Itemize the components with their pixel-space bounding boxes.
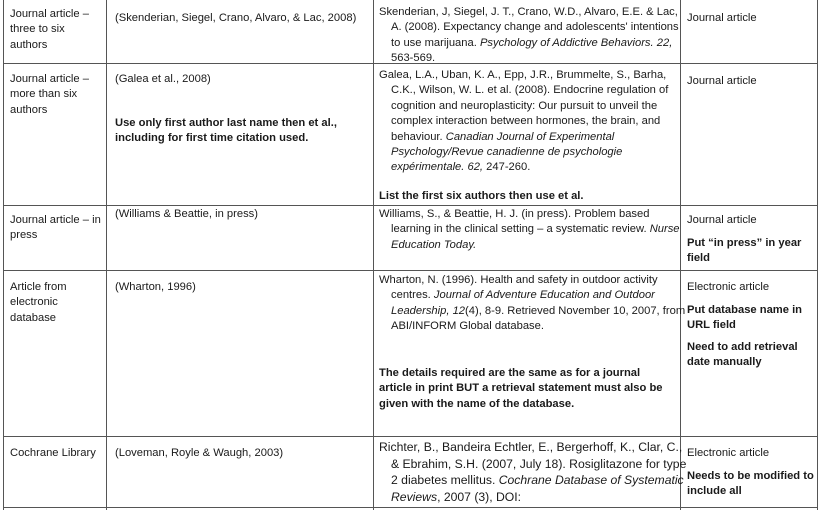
in-text-citation: (Loveman, Royle & Waugh, 2003)	[115, 447, 284, 459]
journal-title: Psychology of Addictive Behaviors. 22,	[479, 36, 673, 49]
endnote-type: Journal article	[687, 12, 757, 24]
reference-type: Article from electronic database	[10, 281, 67, 324]
reference-pages: (4), 8-9. Retrieved November 10, 2007, from ABI/INFORM Global database.	[391, 304, 686, 333]
reference-text: Skenderian, J, Siegel, J. T., Crano, W.D., Alvaro, E.E. & Lac, A. (2008). Expectancy change and adolescents' intentions to use marijuana.	[379, 6, 679, 49]
reference-type: Journal article – three to six authors	[10, 8, 89, 51]
endnote-note: Put database name in URL field	[687, 304, 803, 332]
table-row	[0, 63, 820, 205]
reference-text: Williams, S., & Beattie, H. J. (in press). Problem based learning in the clinical setting – a systematic review.	[379, 208, 650, 236]
reference-pages: 563-569.	[391, 52, 436, 65]
journal-title: Journal of Adventure Education and Outdoor Leadership, 12	[391, 289, 655, 317]
reference-type: Journal article – more than six authors	[10, 73, 89, 116]
endnote-note: Need to add retrieval date manually	[687, 341, 798, 369]
table-row	[0, 0, 820, 63]
reference-entry	[379, 207, 687, 253]
reference-pages: 247-260.	[483, 161, 531, 174]
in-text-citation: (Williams & Beattie, in press)	[115, 208, 258, 220]
reference-type: Cochrane Library	[10, 447, 96, 459]
endnote-type: Journal article	[687, 75, 757, 87]
reference-entry	[379, 439, 687, 505]
table-row	[0, 270, 820, 436]
reference-entry	[379, 5, 687, 67]
journal-title: Cochrane Database of Systematic Reviews	[391, 473, 684, 504]
journal-title: Nurse Education Today.	[391, 223, 680, 251]
reference-entry	[379, 68, 687, 176]
reference-type: Journal article – in press	[10, 214, 101, 242]
reference-text: Galea, L.A., Uban, K. A., Epp, J.R., Brummelte, S., Barha, C.K., Wilson, W. L. et al. (2008). Endocrine regulation of cognition and neuroplasticity: Our pursuit to unveil the complex interaction between hormones, the brain, and behaviour.	[379, 69, 669, 143]
in-text-citation: (Wharton, 1996)	[115, 281, 196, 293]
endnote-type: Electronic article	[687, 447, 770, 459]
in-text-citation: (Skenderian, Siegel, Crano, Alvaro, & Lac, 2008)	[115, 12, 357, 24]
reference-note: The details required are the same as for a journal article in print BUT a retrieval statement must also be given with the name of the database.	[379, 367, 663, 410]
journal-title: Canadian Journal of Experimental Psychology/Revue canadienne de psychologie expérimentale. 62,	[391, 130, 623, 174]
endnote-note: Needs to be modified to include all	[687, 470, 814, 498]
endnote-note: Put “in press” in year field	[687, 237, 802, 265]
table-row	[0, 436, 820, 510]
reference-text: Richter, B., Bandeira Echtler, E., Bergerhoff, K., Clar, C., & Ebrahim, S.H. (2007, July 18). Rosiglitazone for type 2 diabetes mellitus.	[379, 440, 687, 487]
endnote-type: Electronic article	[687, 281, 770, 293]
table-row	[0, 205, 820, 270]
reference-entry	[379, 273, 687, 335]
reference-note: List the first six authors then use et al.	[379, 190, 584, 202]
reference-pages: , 2007 (3), DOI:	[437, 489, 522, 504]
reference-text: Wharton, N. (1996). Health and safety in outdoor activity centres.	[379, 274, 658, 302]
endnote-type: Journal article	[687, 214, 757, 226]
citation-note: Use only first author last name then et al., including for first time citation used.	[115, 117, 337, 145]
in-text-citation: (Galea et al., 2008)	[115, 73, 211, 85]
